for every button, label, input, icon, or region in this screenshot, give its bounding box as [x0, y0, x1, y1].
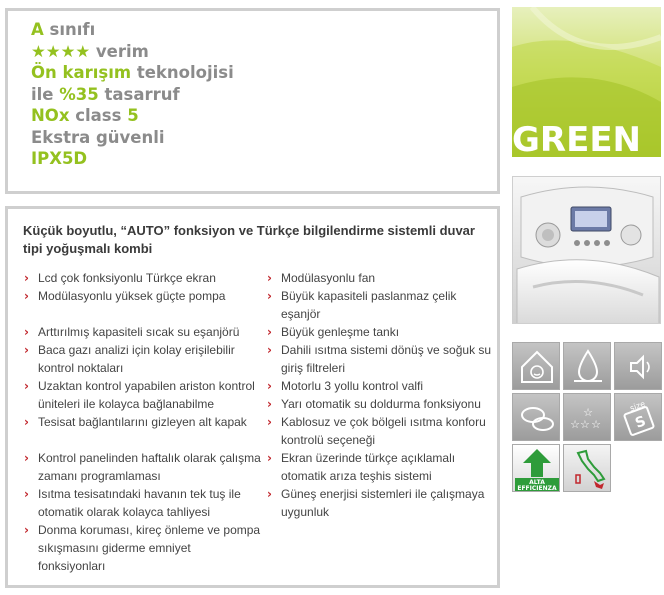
features-right-column: [266, 269, 494, 521]
size-letter: S: [633, 413, 649, 432]
feature-item: [266, 323, 494, 341]
highlight-line: [31, 148, 497, 170]
highlight-line: [31, 41, 497, 63]
bullet-arrow-icon: ›: [24, 325, 29, 339]
bullet-arrow-icon: ›: [24, 271, 29, 285]
feature-text: Büyük genleşme tankı: [281, 325, 400, 339]
bullet-arrow-icon: ›: [24, 379, 29, 393]
efficiency-label-1: ALTA: [529, 479, 545, 486]
feature-text: Lcd çok fonksiyonlu Türkçe ekran: [38, 271, 216, 285]
highlight-text: %35: [59, 84, 99, 104]
feature-item: [23, 287, 261, 305]
feature-text: Isıtma tesisatındaki havanın tek tuş ile otomatik olarak kolayca tahliyesi: [38, 487, 241, 519]
highlight-line: [31, 105, 497, 127]
boiler-image: [512, 176, 661, 324]
feature-text: Yarı otomatik su doldurma fonksiyonu: [281, 397, 481, 411]
bullet-arrow-icon: ›: [267, 415, 272, 429]
bullet-arrow-icon: ›: [267, 289, 272, 303]
feature-item: [23, 323, 261, 341]
feature-item: [266, 269, 494, 287]
feature-item: [266, 449, 494, 485]
feature-text: Motorlu 3 yollu kontrol valfi: [281, 379, 424, 393]
svg-text:☆: ☆: [583, 406, 593, 419]
bullet-arrow-icon: ›: [267, 397, 272, 411]
highlight-line: [31, 127, 497, 149]
bullet-arrow-icon: ›: [24, 343, 29, 357]
bullet-arrow-icon: ›: [267, 343, 272, 357]
highlight-line: [31, 84, 497, 106]
highlights-box: [5, 8, 500, 194]
highlight-text: verim: [90, 41, 149, 61]
highlight-text: teknolojisi: [131, 63, 234, 82]
feature-item: [266, 341, 494, 377]
product-intro: Küçük boyutlu, “AUTO” fonksiyon ve Türkçe bilgilendirme sistemli duvar tipi yoğuşmalı kombi: [23, 223, 475, 256]
feature-item: [23, 449, 261, 485]
feature-item: [23, 485, 261, 521]
bullet-arrow-icon: ›: [267, 451, 272, 465]
highlight-text: ★★★★: [31, 41, 91, 61]
size-s-icon: [614, 393, 662, 441]
highlight-line: [31, 19, 497, 41]
feature-text: Dahili ısıtma sistemi dönüş ve soğuk su giriş filtreleri: [281, 343, 492, 375]
bullet-arrow-icon: ›: [267, 271, 272, 285]
bullet-arrow-icon: ›: [267, 325, 272, 339]
highlight-text: tasarruf: [98, 84, 180, 104]
feature-item: [23, 413, 261, 431]
bullet-arrow-icon: ›: [267, 379, 272, 393]
svg-text:☆: ☆: [591, 418, 601, 431]
feature-text: Uzaktan kontrol yapabilen ariston kontrol üniteleri ile kolayca bağlanabilme: [38, 379, 255, 411]
speaker-icon: [614, 342, 662, 390]
italy-map-icon: [563, 444, 611, 492]
highlight-text: Ön karışım: [31, 63, 132, 82]
highlight-text: sınıfı: [43, 20, 96, 39]
feature-text: Tesisat bağlantılarını gizleyen alt kapak: [38, 415, 247, 429]
feature-text: Modülasyonlu fan: [281, 271, 376, 285]
highlight-text: class: [69, 106, 128, 125]
feature-spacer: [23, 431, 261, 449]
highlight-text: Ekstra güvenli: [31, 127, 165, 147]
highlight-text: IPX5D: [31, 149, 88, 168]
green-badge-panel: [512, 7, 661, 157]
feature-item: [23, 269, 261, 287]
bullet-arrow-icon: ›: [24, 487, 29, 501]
highlight-text: ile: [31, 84, 60, 104]
water-drop-icon: [563, 342, 611, 390]
highlight-text: A: [31, 20, 44, 39]
stars-icon: [563, 393, 611, 441]
feature-text: Ekran üzerinde türkçe açıklamalı otomatik arıza teşhis sistemi: [281, 451, 456, 483]
feature-text: Kablosuz ve çok bölgeli ısıtma konforu kontrolü seçeneği: [281, 415, 486, 447]
size-label: size: [628, 399, 647, 413]
feature-text: Modülasyonlu yüksek güçte pompa: [38, 289, 226, 303]
bullet-arrow-icon: ›: [24, 415, 29, 429]
feature-spacer: [23, 305, 261, 323]
efficiency-label-2: EFFICIENZA: [517, 485, 557, 492]
chat-bubbles-icon: [512, 393, 560, 441]
svg-text:☆☆: ☆☆: [570, 418, 590, 431]
feature-text: Arttırılmış kapasiteli sıcak su eşanjörü: [38, 325, 240, 339]
feature-item: [266, 413, 494, 449]
bullet-arrow-icon: ›: [24, 289, 29, 303]
bullet-arrow-icon: ›: [267, 487, 272, 501]
feature-text: Büyük kapasiteli paslanmaz çelik eşanjör: [281, 289, 457, 321]
boiler-illustration: [513, 177, 661, 324]
feature-item: [23, 521, 261, 575]
smiley-house-icon: [512, 342, 560, 390]
feature-text: Baca gazı analizi için kolay erişilebilir kontrol noktaları: [38, 343, 235, 375]
highlight-line: [31, 62, 497, 84]
alta-efficienza-icon: [512, 444, 560, 492]
feature-item: [23, 341, 261, 377]
feature-item: [266, 377, 494, 395]
feature-text: Donma koruması, kireç önleme ve pompa sıkışmasını giderme emniyet fonksiyonları: [38, 523, 261, 573]
feature-item: [23, 377, 261, 413]
green-label: GREEN: [512, 120, 641, 157]
feature-text: Güneş enerjisi sistemleri ile çalışmaya uygunluk: [281, 487, 485, 519]
highlight-text: 5: [127, 106, 139, 125]
bullet-arrow-icon: ›: [24, 523, 29, 537]
highlight-text: NOx: [31, 106, 70, 125]
features-left-column: [23, 269, 261, 575]
bullet-arrow-icon: ›: [24, 451, 29, 465]
feature-item: [266, 287, 494, 323]
features-box: [5, 206, 500, 588]
feature-item: [266, 485, 494, 521]
feature-text: Kontrol panelinden haftalık olarak çalışma zamanı programlaması: [38, 451, 261, 483]
feature-item: [266, 395, 494, 413]
